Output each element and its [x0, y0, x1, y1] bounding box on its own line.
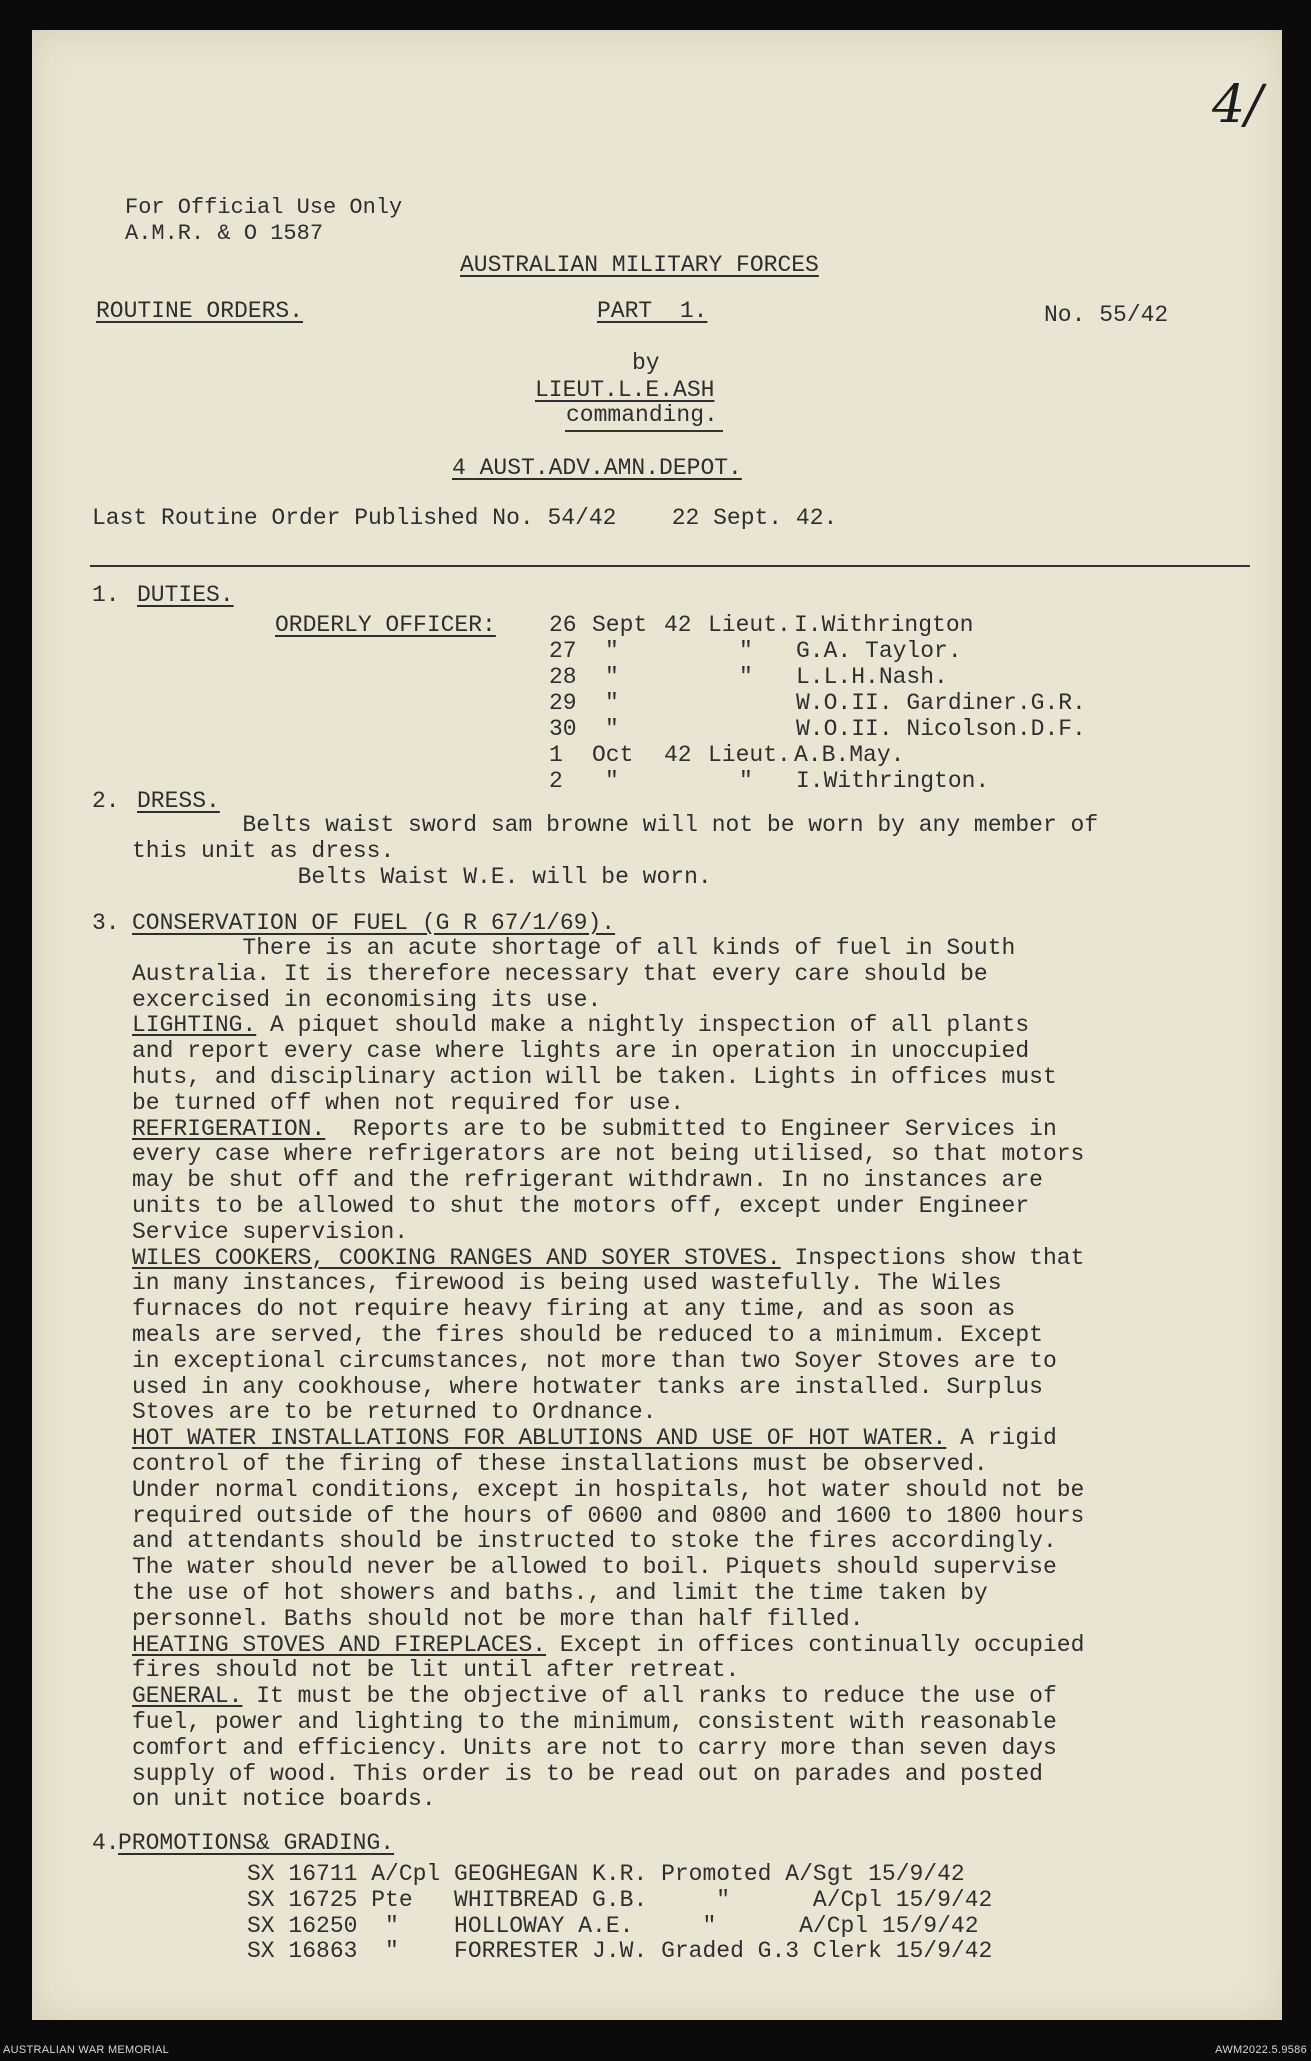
refrigeration-line: every case where refrigerators are not being utilised, so that motors — [132, 1141, 1085, 1168]
section3-number: 3. — [92, 910, 120, 936]
duty-day: 28 — [549, 664, 577, 690]
duty-name: W.O.II. Gardiner.G.R. — [796, 690, 1086, 716]
page-number-handwritten: 4/ — [1212, 75, 1263, 135]
promotions-list — [247, 1862, 1147, 1965]
duty-day: 27 — [549, 638, 577, 664]
duty-day: 2 — [549, 768, 563, 794]
general-line: comfort and efficiency. Units are not to carry more than seven days — [132, 1734, 1057, 1761]
duty-rank: Lieut. — [708, 612, 791, 638]
fuel-intro-line: There is an acute shortage of all kinds of fuel in South — [132, 935, 1016, 961]
duty-rank: " — [739, 768, 753, 794]
wiles-line: Stoves are to be returned to Ordnance. — [132, 1399, 657, 1426]
section2-title: DRESS. — [137, 788, 220, 814]
fuel-conservation-text — [132, 936, 1242, 1813]
duty-name: I.Withrington. — [796, 768, 990, 794]
refrigeration-line: Reports are to be submitted to Engineer Services in — [325, 1115, 1057, 1142]
promotion-row: SX 16711 A/Cpl GEOGHEGAN K.R. Promoted A/Sgt 15/9/42 — [247, 1861, 965, 1887]
refrigeration-line: may be shut off and the refrigerant withdrawn. In no instances are — [132, 1167, 1043, 1194]
classification-line2: A.M.R. & O 1587 — [125, 221, 324, 246]
commanding-label: commanding. — [566, 402, 718, 428]
lighting-line: be turned off when not required for use. — [132, 1089, 685, 1116]
promotion-row: SX 16725 Pte WHITBREAD G.B. " A/Cpl 15/9/42 — [247, 1886, 993, 1913]
routine-orders-label: ROUTINE ORDERS. — [96, 298, 304, 324]
hot-water-line: Under normal conditions, except in hospitals, hot water should not be — [132, 1476, 1085, 1503]
lighting-line: and report every case where lights are in operation in unoccupied — [132, 1038, 1030, 1065]
part-label: PART 1. — [597, 298, 708, 324]
duty-month: " — [605, 638, 619, 664]
hot-water-line: the use of hot showers and baths., and limit the time taken by — [132, 1579, 988, 1606]
hot-water-line: and attendants should be instructed to stoke the fires accordingly. — [132, 1528, 1057, 1555]
hot-water-line: The water should never be allowed to boil. Piquets should supervise — [132, 1554, 1057, 1581]
wiles-line: in many instances, firewood is being used wastefully. The Wiles — [132, 1270, 1002, 1297]
section4-number: 4. — [92, 1830, 120, 1856]
duty-year: 42 — [664, 612, 692, 638]
duty-day: 1 — [549, 742, 563, 768]
dress-line: Belts waist sword sam browne will not be worn by any member of — [132, 812, 1099, 838]
hot-water-line: A rigid — [946, 1425, 1057, 1452]
wiles-line: meals are served, the fires should be reduced to a minimum. Except — [132, 1321, 1043, 1348]
hot-water-line: required outside of the hours of 0600 and 0800 and 1600 to 1800 hours — [132, 1502, 1085, 1529]
dress-line: this unit as dress. — [132, 837, 395, 864]
dress-text — [132, 813, 1242, 890]
duty-name: A.B.May. — [794, 742, 905, 768]
duty-name: G.A. Taylor. — [796, 638, 962, 664]
general-heading: GENERAL. — [132, 1683, 243, 1710]
duty-rank: " — [739, 638, 753, 664]
last-routine-order: Last Routine Order Published No. 54/42 22 Sept. 42. — [92, 505, 838, 531]
footer-credit: AUSTRALIAN WAR MEMORIAL — [3, 2044, 170, 2056]
hot-water-heading: HOT WATER INSTALLATIONS FOR ABLUTIONS AND USE OF HOT WATER. — [132, 1425, 947, 1452]
dress-line: Belts Waist W.E. will be worn. — [132, 863, 712, 890]
heating-line: fires should not be lit until after retreat. — [132, 1657, 740, 1684]
duty-day: 30 — [549, 716, 577, 742]
section3-title: CONSERVATION OF FUEL (G R 67/1/69). — [132, 910, 616, 936]
general-line: fuel, power and lighting to the minimum, consistent with reasonable — [132, 1708, 1057, 1735]
classification-line1: For Official Use Only — [125, 195, 403, 220]
document-page — [32, 30, 1282, 2020]
commander-name: LIEUT.L.E.ASH — [535, 377, 715, 403]
lighting-heading: LIGHTING. — [132, 1012, 257, 1039]
wiles-line: Inspections show that — [780, 1244, 1085, 1271]
duty-month: " — [605, 768, 619, 794]
promotion-row: SX 16250 " HOLLOWAY A.E. " A/Cpl 15/9/42 — [247, 1912, 979, 1939]
hot-water-line: control of the firing of these installations must be observed. — [132, 1450, 988, 1477]
duty-name: I.Withrington — [794, 612, 974, 638]
general-line: supply of wood. This order is to be read out on parades and posted — [132, 1760, 1043, 1787]
duty-month: " — [605, 690, 619, 716]
wiles-line: in exceptional circumstances, not more than two Soyer Stoves are to — [132, 1347, 1057, 1374]
unit-name: 4 AUST.ADV.AMN.DEPOT. — [452, 455, 742, 481]
refrigeration-line: units to be allowed to shut the motors off, except under Engineer — [132, 1192, 1030, 1219]
fuel-intro-line: excercised in economising its use. — [132, 986, 602, 1013]
section2-number: 2. — [92, 788, 120, 814]
duty-month: Sept — [592, 612, 648, 638]
lighting-line: A piquet should make a nightly inspection of all plants — [256, 1012, 1030, 1039]
promotion-row: SX 16863 " FORRESTER J.W. Graded G.3 Clerk 15/9/42 — [247, 1938, 993, 1965]
duty-day: 26 — [549, 612, 577, 638]
order-number: No. 55/42 — [1044, 302, 1169, 328]
heating-line: Except in offices continually occupied — [546, 1631, 1085, 1658]
section4-title: PROMOTIONS& GRADING. — [118, 1830, 395, 1856]
fuel-intro-line: Australia. It is therefore necessary that every care should be — [132, 960, 988, 987]
duty-rank: Lieut. — [708, 742, 791, 768]
wiles-heading: WILES COOKERS, COOKING RANGES AND SOYER STOVES. — [132, 1244, 781, 1271]
commanding-underline — [565, 430, 723, 432]
footer-accession-number: AWM2022.5.9586 — [1215, 2044, 1307, 2056]
duty-day: 29 — [549, 690, 577, 716]
duty-name: W.O.II. Nicolson.D.F. — [796, 716, 1086, 742]
by-label: by — [632, 350, 660, 376]
general-line: on unit notice boards. — [132, 1786, 436, 1813]
forces-heading: AUSTRALIAN MILITARY FORCES — [460, 252, 819, 278]
duties-role: ORDERLY OFFICER: — [275, 612, 496, 638]
duty-month: " — [605, 716, 619, 742]
lighting-line: huts, and disciplinary action will be taken. Lights in offices must — [132, 1063, 1057, 1090]
duty-year: 42 — [664, 742, 692, 768]
refrigeration-heading: REFRIGERATION. — [132, 1115, 326, 1142]
wiles-line: furnaces do not require heavy firing at any time, and as soon as — [132, 1296, 1016, 1323]
section1-number: 1. — [92, 582, 120, 608]
section-divider — [90, 565, 1250, 567]
refrigeration-line: Service supervision. — [132, 1218, 409, 1245]
duty-rank: " — [739, 664, 753, 690]
wiles-line: used in any cookhouse, where hotwater tanks are installed. Surplus — [132, 1373, 1043, 1400]
heating-heading: HEATING STOVES AND FIREPLACES. — [132, 1631, 547, 1658]
section1-title: DUTIES. — [137, 582, 234, 608]
duty-month: " — [605, 664, 619, 690]
duty-name: L.L.H.Nash. — [796, 664, 948, 690]
duty-month: Oct — [592, 742, 634, 768]
general-line: It must be the objective of all ranks to reduce the use of — [242, 1683, 1057, 1710]
hot-water-line: personnel. Baths should not be more than half filled. — [132, 1605, 864, 1632]
